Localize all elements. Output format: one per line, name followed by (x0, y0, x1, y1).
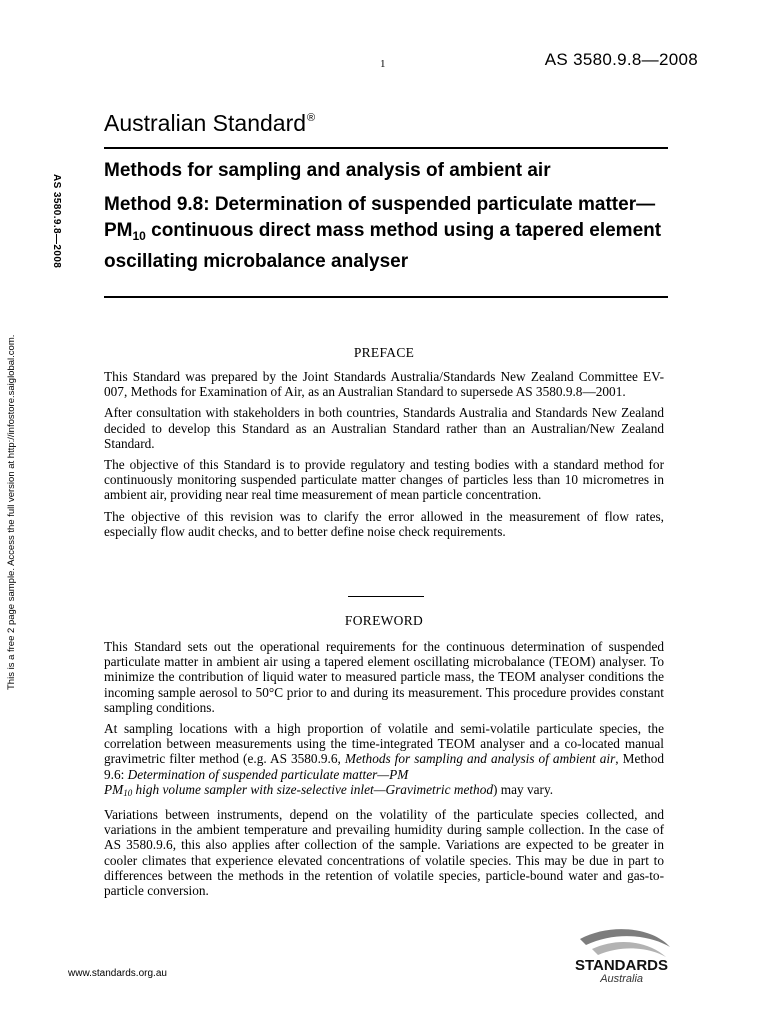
method-title-part2: continuous direct mass method using a tapered element oscillating microbalance analyser (104, 219, 662, 272)
foreword-text: , Method 9.6: (104, 751, 665, 782)
document-id: AS 3580.9.8—2008 (544, 50, 698, 69)
preface-heading: PREFACE (353, 345, 415, 360)
top-rule (104, 147, 668, 149)
side-sample-note: This is a free 2 page sample. Access the full version at http://infostore.saiglobal.com. (6, 334, 17, 690)
foreword-italic-title: $PM_{10}$ high volume sampler with size-selective inlet—Gravimetric method (104, 781, 493, 798)
logo-subword: Australia (600, 973, 643, 985)
footer-url: www.standards.org.au (68, 968, 167, 979)
logo-wordmark: STANDARDS (574, 957, 668, 974)
page-number: 1 (380, 58, 386, 70)
preface-paragraph: The objective of this revision was to clarify the error allowed in the measurement of flow rates, especially flow audit checks, and to better define noise check requirements. (104, 508, 664, 539)
standards-australia-logo (540, 925, 675, 985)
preface-body (104, 369, 664, 545)
foreword-italic-title: Methods for sampling and analysis of ambient air (344, 751, 616, 767)
foreword-body (104, 639, 664, 904)
foreword-heading: FOREWORD (344, 613, 424, 628)
method-title-subscript: 10 (132, 228, 146, 243)
foreword-text: ) may vary. (493, 781, 554, 797)
preface-paragraph: After consultation with stakeholders in both countries, Standards Australia and Standards New Zealand decided to develop this Standard as an Australian Standard rather than an Australian/New Zealand Standard. (104, 405, 664, 451)
foreword-italic-text: high volume sampler with size-selective inlet—Gravimetric method (132, 781, 493, 797)
foreword-subscript: 10 (123, 787, 133, 798)
foreword-text: At sampling locations with a high proportion of volatile and semi-volatile particulate species, the correlation between measurements using the time-integrated TEOM analyser and a co-located manual gravimetric filter method (e.g. AS 3580.9.6, (104, 721, 664, 767)
standard-label-text: Australian Standard (104, 110, 307, 136)
preface-paragraph: This Standard was prepared by the Joint Standards Australia/Standards New Zealand Committee EV-007, Methods for Examination of Air, as an Australian Standard to supersede AS 3580.9.8—2001. (104, 369, 664, 400)
standard-label (104, 110, 315, 137)
preface-paragraph: The objective of this Standard is to provide regulatory and testing bodies with a standard method for continuously monitoring suspended particulate matter changes of particles less than 10 micrometres in ambient air, providing near real time measurement of mean particle concentration. (104, 457, 664, 503)
bottom-rule (104, 296, 668, 298)
foreword-italic-title: Determination of suspended particulate matter—PM (127, 766, 409, 782)
method-title (104, 192, 664, 275)
foreword-paragraph: Variations between instruments, depend on the volatility of the particulate species collected, and variations in the ambient temperature and prevailing humidity during sample collection. In the case of AS 3580.9.6, this also applies after collection of the sample. Variations are expected to be greater in cooler climates that experience elevated concentrations of volatile species. This may be due in part to differences between the methods in the retention of volatile species, particle-bound water and gas-to-particle conversion. (104, 807, 664, 899)
method-title-part1: Method 9.8: Determination of suspended particulate matter—PM (104, 194, 656, 241)
side-document-code: AS 3580.9.8—2008 (51, 174, 62, 269)
foreword-paragraph (104, 721, 664, 801)
registered-mark: ® (307, 112, 316, 124)
document-title: Methods for sampling and analysis of ambient air (104, 160, 551, 181)
section-divider (348, 596, 424, 597)
foreword-paragraph: This Standard sets out the operational requirements for the continuous determination of suspended particulate matter in ambient air using a tapered element oscillating microbalance (TEOM) analyser. To minimize the contribution of liquid water to measured particle mass, the TEOM analyser conditions the incoming sample aerosol to 50°C prior to and during its measurement. This procedure provides constant sampling conditions. (104, 639, 664, 715)
